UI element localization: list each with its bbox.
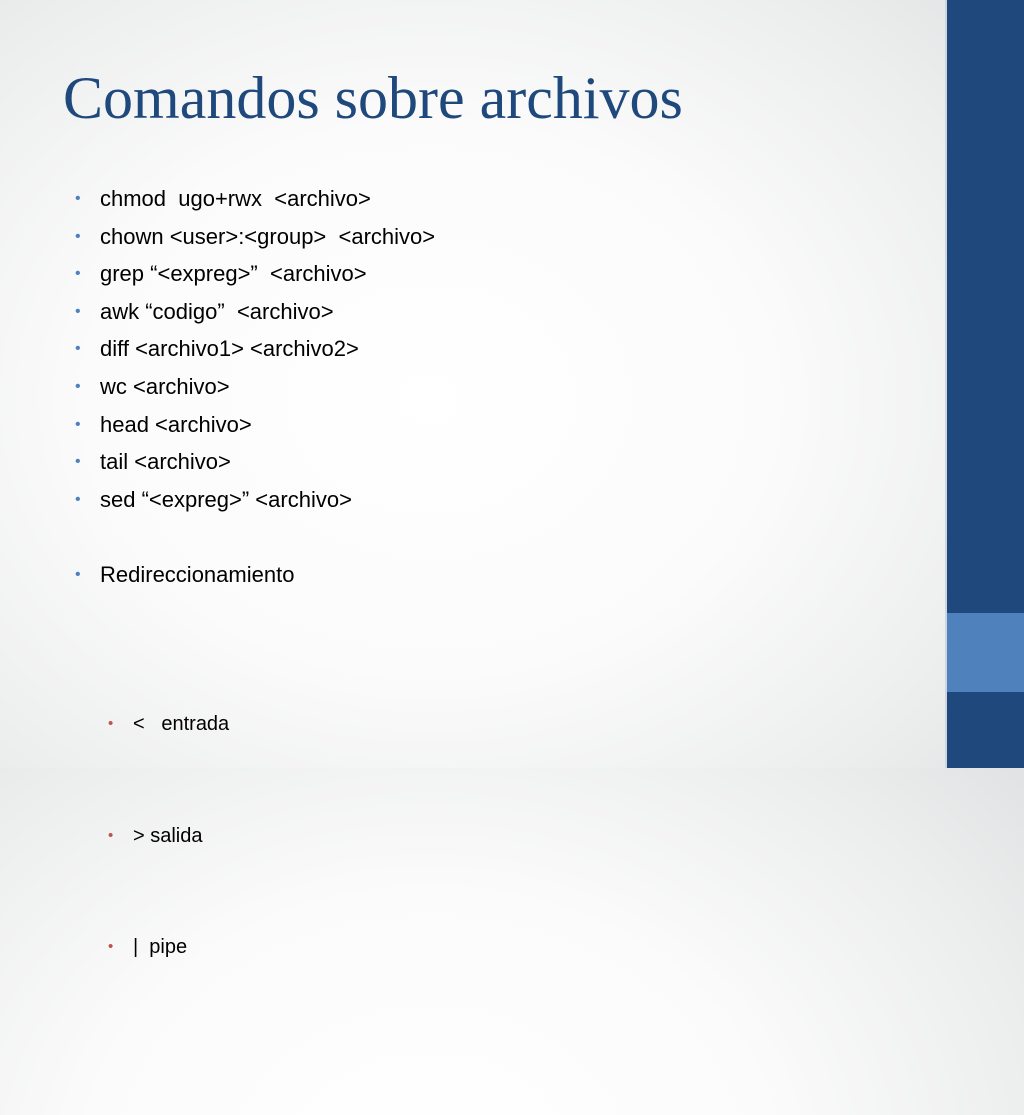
bullet-icon: •	[75, 265, 81, 283]
bullet-icon: •	[75, 415, 81, 433]
list-item-text: sed “<expreg>” <archivo>	[100, 486, 352, 512]
list-item-text: head <archivo>	[100, 411, 252, 437]
list-item-awk	[75, 293, 900, 331]
slide-title: Comandos sobre archivos	[63, 65, 683, 131]
sublist-item-text: > salida	[133, 824, 203, 847]
list-item-grep	[75, 255, 900, 293]
sublist-item-pipe	[108, 929, 900, 965]
command-list	[75, 180, 900, 1115]
sublist-item-output	[108, 818, 900, 854]
list-item-chown	[75, 218, 900, 256]
sublist-item-input	[108, 706, 900, 742]
bullet-icon: •	[75, 377, 81, 395]
list-item-text: wc <archivo>	[100, 373, 230, 399]
list-item-redirect	[75, 556, 900, 1115]
list-item-text: diff <archivo1> <archivo2>	[100, 336, 359, 362]
bullet-icon: •	[108, 715, 114, 733]
decorative-side-bar-accent	[947, 613, 1024, 692]
bullet-icon: •	[108, 937, 114, 955]
bullet-icon: •	[75, 565, 81, 583]
list-item-text: awk “codigo” <archivo>	[100, 298, 334, 324]
bullet-icon: •	[75, 190, 81, 207]
bullet-icon: •	[75, 453, 81, 471]
bullet-icon: •	[75, 340, 81, 358]
list-item-sed	[75, 481, 900, 519]
sublist-item-text: < entrada	[133, 713, 230, 736]
list-item-diff	[75, 330, 900, 368]
bullet-icon: •	[75, 490, 81, 508]
list-item-chmod	[75, 180, 900, 218]
bullet-icon: •	[75, 227, 81, 245]
list-item-text: tail <archivo>	[100, 449, 231, 475]
list-item-text: Redireccionamiento	[100, 561, 295, 587]
bullet-icon: •	[108, 826, 114, 844]
redirect-sublist	[108, 631, 900, 1040]
list-item-text: grep “<expreg>” <archivo>	[100, 261, 367, 287]
list-item-head	[75, 406, 900, 444]
list-item-text: chown <user>:<group> <archivo>	[100, 223, 436, 249]
bullet-icon: •	[75, 302, 81, 320]
list-item-text: chmod ugo+rwx <archivo>	[100, 186, 371, 211]
list-item-tail	[75, 443, 900, 481]
list-item-wc	[75, 368, 900, 406]
sublist-item-text: | pipe	[133, 935, 188, 958]
